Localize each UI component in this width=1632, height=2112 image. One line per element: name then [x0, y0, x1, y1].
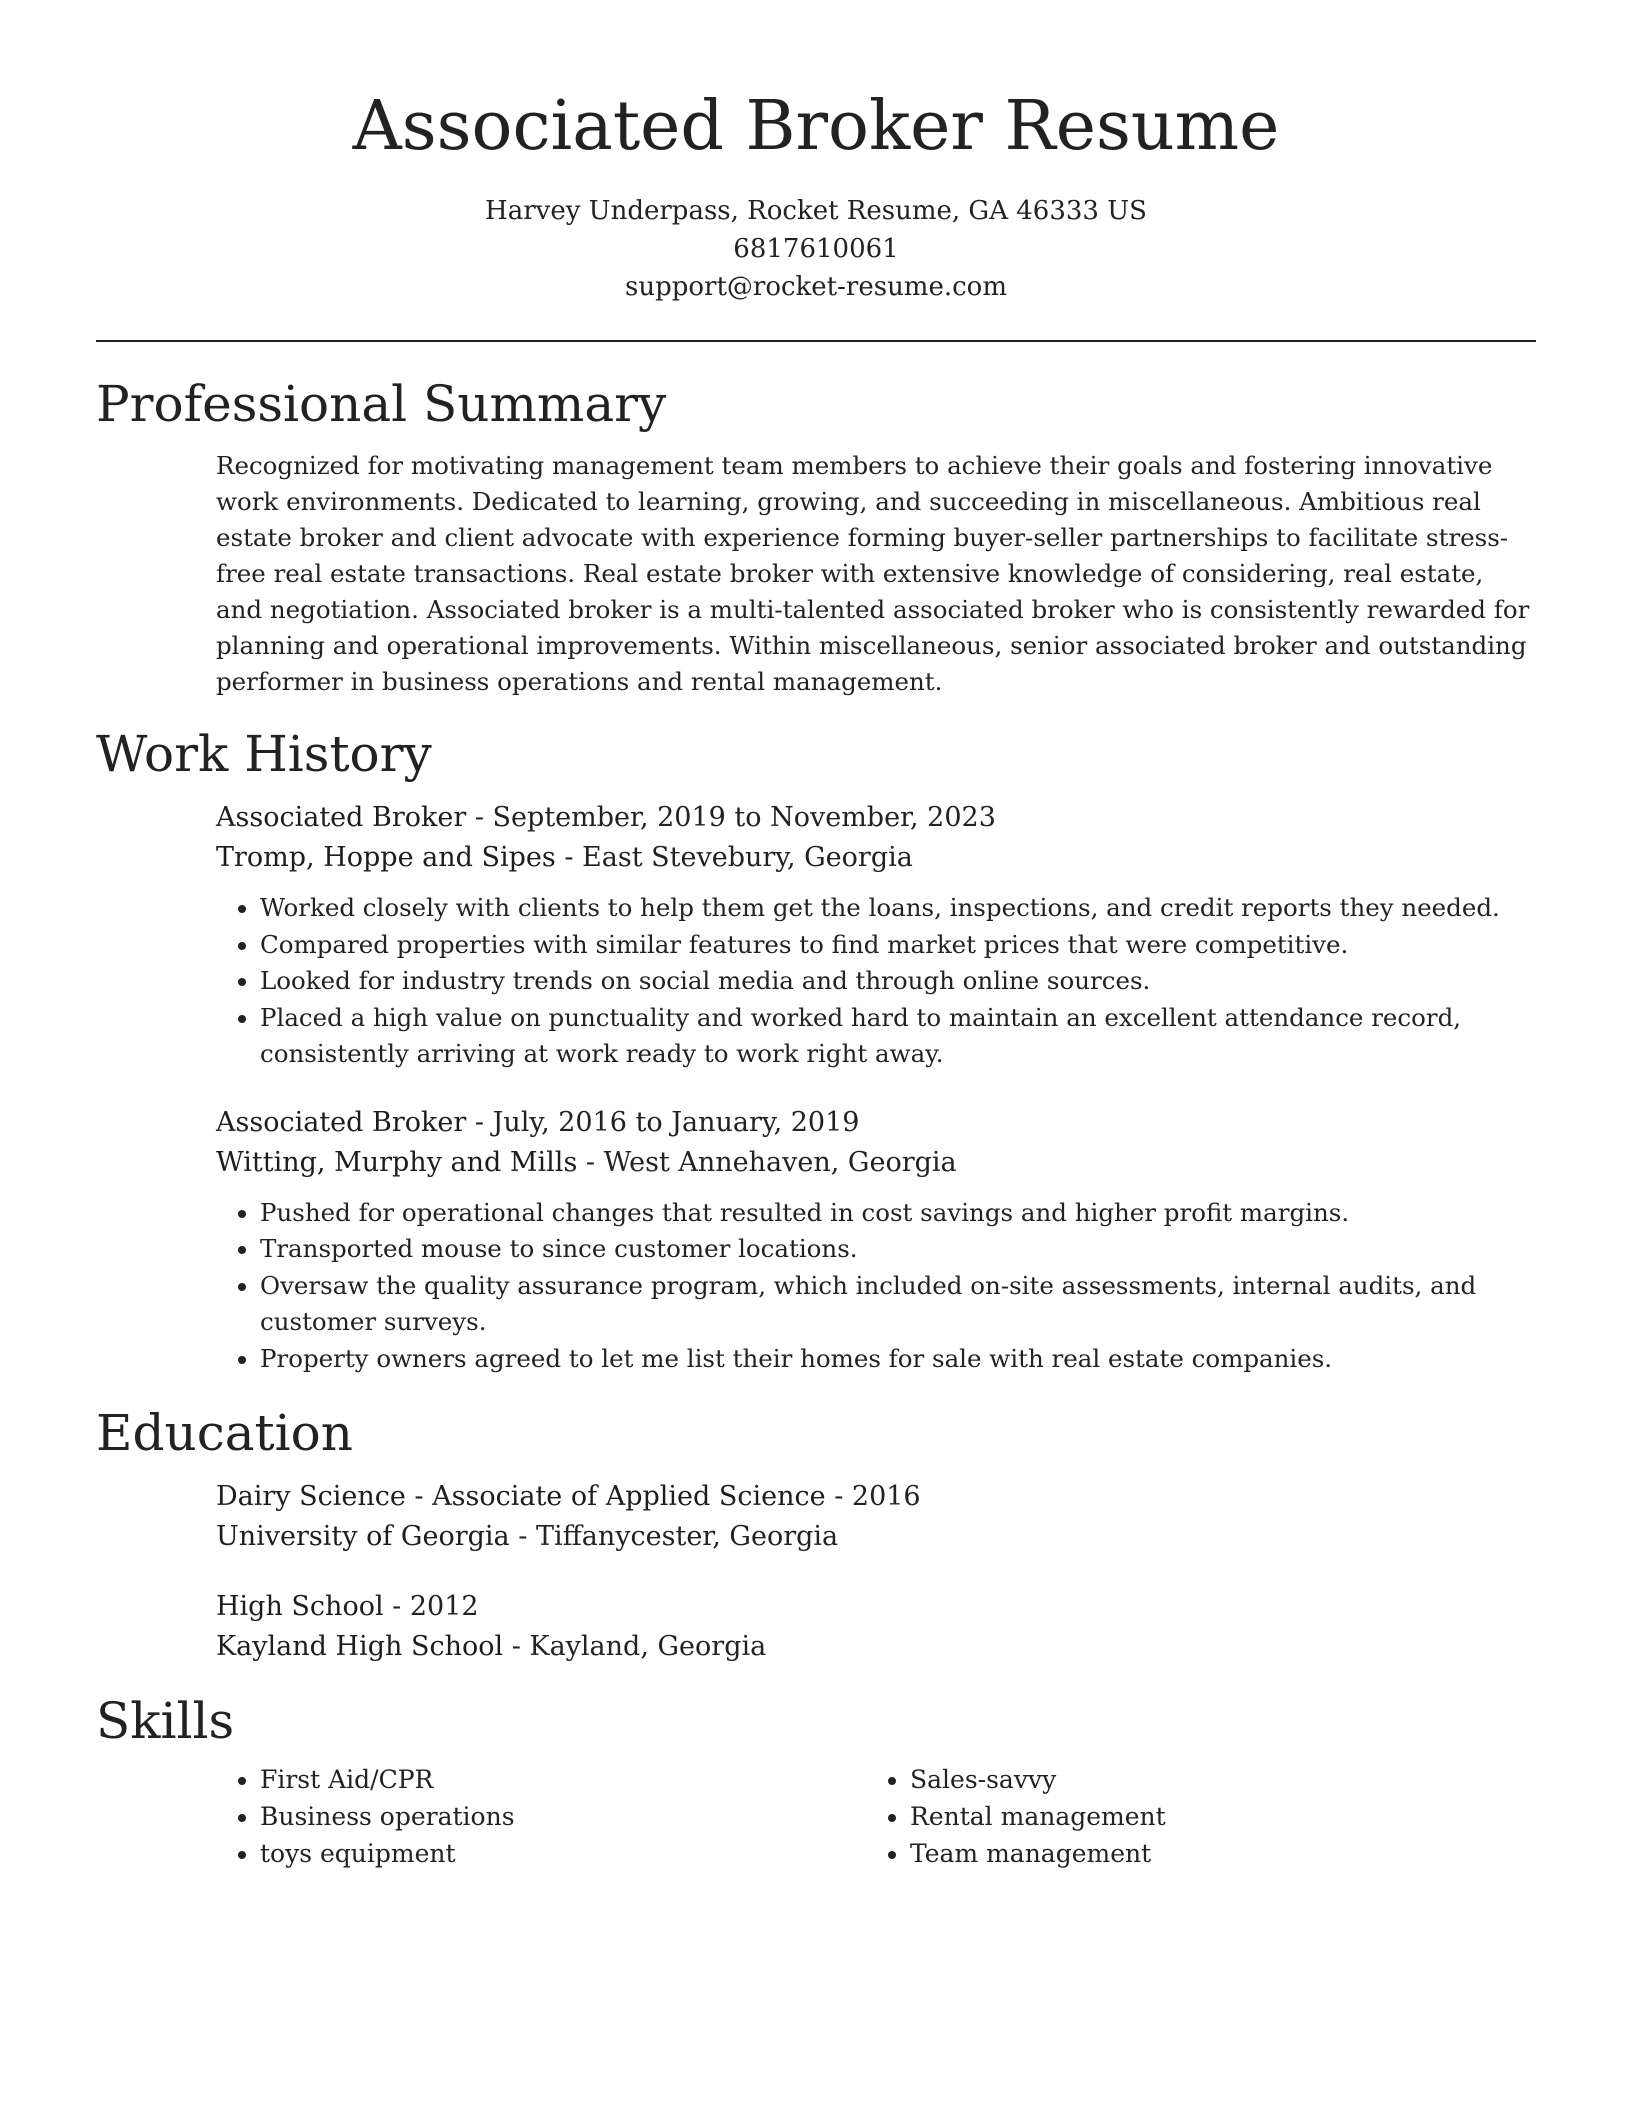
- job-dates: - July, 2016 to January, 2019: [466, 1106, 860, 1138]
- job-location: - East Stevebury, Georgia: [555, 842, 913, 873]
- job-bullets: [216, 890, 1536, 1073]
- contact-block: [96, 192, 1536, 306]
- skill-item: • Rental management: [910, 1798, 1516, 1835]
- education-degree: High School: [216, 1591, 384, 1622]
- job-bullet: • Pushed for operational changes that resulted in cost savings and higher profit margins.: [260, 1195, 1536, 1232]
- skills-section: [96, 1689, 1536, 1872]
- education-year: - 2012: [383, 1591, 479, 1622]
- job-bullet: • Transported mouse to since customer locations.: [260, 1231, 1536, 1268]
- contact-address: Harvey Underpass, Rocket Resume, GA 46333 US: [485, 196, 1147, 226]
- skills-column-left: [216, 1761, 866, 1872]
- education-year: - 2016: [825, 1481, 921, 1512]
- education-school-line: [216, 1627, 1536, 1667]
- work-history-heading: Work History: [96, 725, 432, 783]
- summary-heading: Professional Summary: [96, 375, 667, 433]
- skill-item: • toys equipment: [260, 1835, 866, 1872]
- education-location: - Tiffanycester, Georgia: [509, 1521, 839, 1552]
- contact-phone: 6817610061: [733, 234, 899, 264]
- job-bullet: • Compared properties with similar features to find market prices that were competitive.: [260, 927, 1536, 964]
- summary-text: Recognized for motivating management team members to achieve their goals and fostering innovative work environments. Dedicated to learning, growing, and succeeding in miscellaneous. Ambitious real estate broker and client advocate with experience forming buyer-seller partnerships to facilitate stress-free real estate transactions. Real estate broker with extensive knowledge of considering, real estate, and negotiation. Associated broker is a multi-talented associated broker who is consistently rewarded for planning and operational improvements. Within miscellaneous, senior associated broker and outstanding performer in business operations and rental management.: [216, 451, 1530, 696]
- header-divider: [96, 340, 1536, 342]
- job-title-line: [216, 1103, 1536, 1143]
- job-bullet: • Worked closely with clients to help them get the loans, inspections, and credit reports they needed.: [260, 890, 1536, 927]
- skills-heading: Skills: [96, 1692, 235, 1750]
- education-school: Kayland High School: [216, 1631, 504, 1662]
- job-bullet: • Oversaw the quality assurance program, which included on-site assessments, internal audits, and customer surveys.: [260, 1268, 1536, 1341]
- job-title-line: [216, 798, 1536, 838]
- skill-item: • First Aid/CPR: [260, 1761, 866, 1798]
- education-entry: [216, 1587, 1536, 1667]
- education-degree-line: [216, 1477, 1536, 1517]
- job-company: Witting, Murphy and Mills: [216, 1146, 578, 1178]
- skill-item: • Team management: [910, 1835, 1516, 1872]
- education-heading: Education: [96, 1404, 353, 1462]
- skills-grid: [216, 1761, 1536, 1872]
- work-history-section: [96, 722, 1536, 1377]
- resume-page: [96, 0, 1536, 1872]
- job-location: - West Annehaven, Georgia: [577, 1146, 957, 1178]
- summary-section: [96, 372, 1536, 700]
- job-dates: - September, 2019 to November, 2023: [466, 802, 996, 833]
- contact-email: support@rocket-resume.com: [624, 272, 1007, 302]
- job-entry: [216, 1103, 1536, 1378]
- job-company-line: [216, 838, 1536, 878]
- page-title: Associated Broker Resume: [352, 87, 1280, 166]
- job-bullets: [216, 1195, 1536, 1378]
- education-degree: Dairy Science - Associate of Applied Science: [216, 1481, 826, 1512]
- job-role: Associated Broker: [216, 1106, 467, 1138]
- job-bullet: • Property owners agreed to let me list their homes for sale with real estate companies.: [260, 1341, 1536, 1378]
- education-location: - Kayland, Georgia: [503, 1631, 767, 1662]
- skill-item: • Business operations: [260, 1798, 866, 1835]
- job-company: Tromp, Hoppe and Sipes: [216, 842, 556, 873]
- skill-item: • Sales-savvy: [910, 1761, 1516, 1798]
- resume-header: [96, 0, 1536, 306]
- education-school: University of Georgia: [216, 1521, 510, 1552]
- job-bullet: • Placed a high value on punctuality and worked hard to maintain an excellent attendance record, consistently arriving at work ready to work right away.: [260, 1000, 1536, 1073]
- education-school-line: [216, 1517, 1536, 1557]
- job-company-line: [216, 1143, 1536, 1183]
- job-role: Associated Broker: [216, 802, 467, 833]
- job-entry: [216, 798, 1536, 1073]
- job-bullet: • Looked for industry trends on social media and through online sources.: [260, 963, 1536, 1000]
- education-section: [96, 1401, 1536, 1667]
- education-degree-line: [216, 1587, 1536, 1627]
- education-entry: [216, 1477, 1536, 1557]
- skills-column-right: [866, 1761, 1516, 1872]
